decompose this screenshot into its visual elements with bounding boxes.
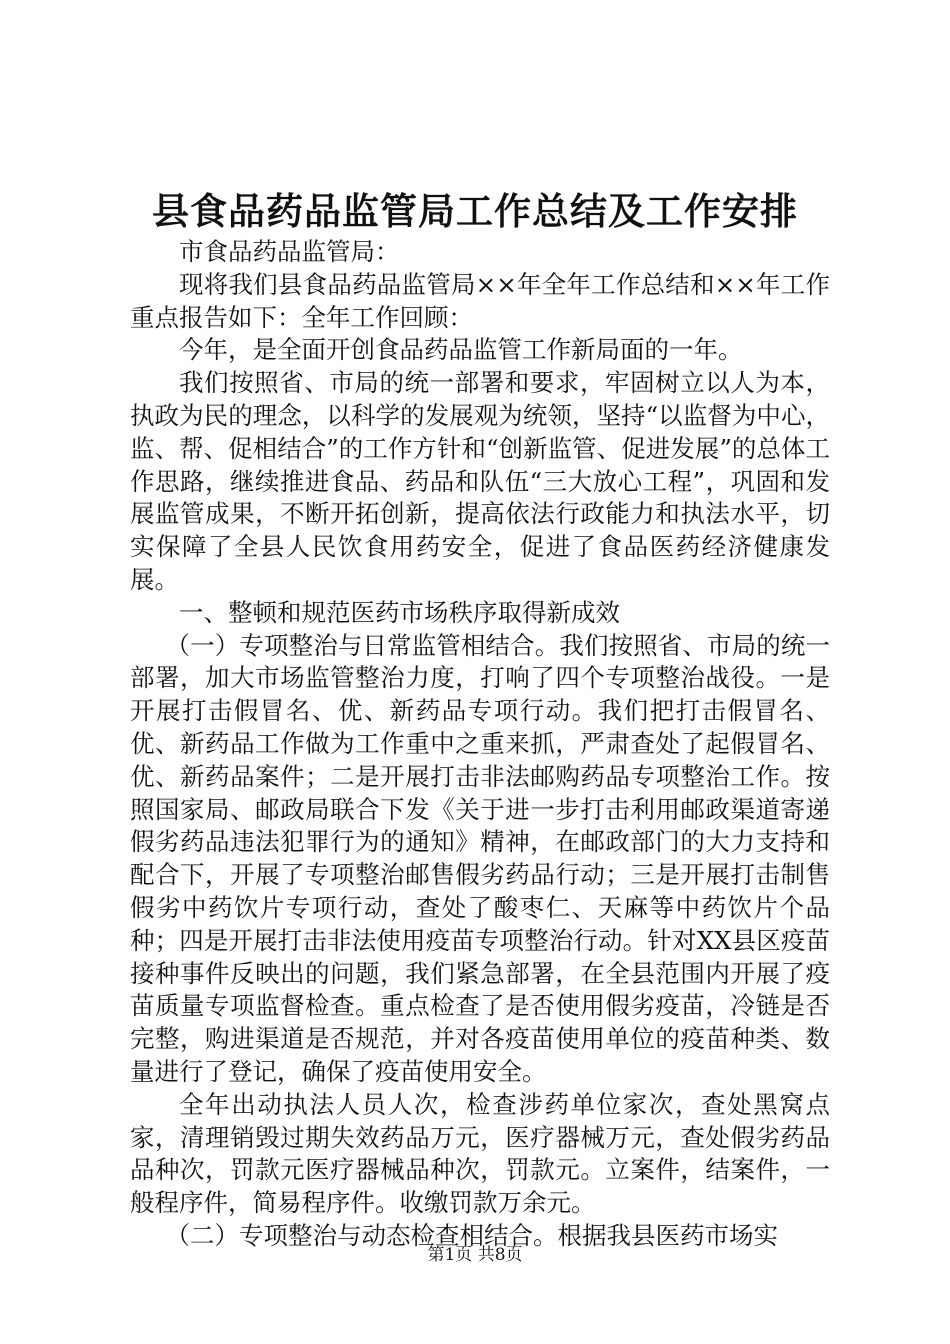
intro-paragraph: 现将我们县食品药品监管局××年全年工作总结和××年工作重点报告如下：全年工作回顾：	[130, 269, 830, 332]
document-body	[130, 236, 830, 1253]
salutation-paragraph: 市食品药品监管局：	[179, 237, 400, 266]
section-heading-1: 一、整顿和规范医药市场秩序取得新成效	[179, 597, 620, 627]
subsection-paragraph-2: （二）专项整治与动态检查相结合。根据我县医药市场实	[165, 1220, 779, 1250]
page-indicator: 第1页 共8页	[427, 1245, 523, 1265]
overview-paragraph: 我们按照省、市局的统一部署和要求，牢固树立以人为本，执政为民的理念，以科学的发展观为统领，坚持“以监督为中心，监、帮、促相结合”的工作方针和“创新监管、促进发展”的总体工作思路，继续推进食品、药品和队伍“三大放心工程”，巩固和发展监管成果，不断开拓创新，提高依法行政能力和执法水平，切实保障了全县人民饮食用药安全，促进了食品医药经济健康发展。	[130, 368, 830, 594]
summary-paragraph: 今年，是全面开创食品药品监管工作新局面的一年。	[179, 335, 743, 365]
document-title: 县食品药品监管局工作总结及工作安排	[152, 189, 798, 233]
subsection-paragraph-1: （一）专项整治与日常监管相结合。我们按照省、市局的统一部署，加大市场监管整治力度，打响了四个专项整治战役。一是开展打击假冒名、优、新药品专项行动。我们把打击假冒名、优、新药品工作做为工作重中之重来抓，严肃查处了起假冒名、优、新药品案件；二是开展打击非法邮购药品专项整治工作。按照国家局、邮政局联合下发《关于进一步打击利用邮政渠道寄递假劣药品违法犯罪行为的通知》精神，在邮政部门的大力支持和配合下，开展了专项整治邮售假劣药品行动；三是开展打击制售假劣中药饮片专项行动，查处了酸枣仁、天麻等中药饮片个品种；四是开展打击非法使用疫苗专项整治行动。针对XX县区疫苗接种事件反映出的问题，我们紧急部署，在全县范围内开展了疫苗质量专项监督检查。重点检查了是否使用假劣疫苗，冷链是否完整，购进渠道是否规范，并对各疫苗使用单位的疫苗种类、数量进行了登记，确保了疫苗使用安全。	[130, 630, 830, 1086]
statistics-paragraph: 全年出动执法人员人次，检查涉药单位家次，查处黑窝点家，清理销毁过期失效药品万元，医疗器械万元，查处假劣药品品种次，罚款元医疗器械品种次，罚款元。立案件，结案件，一般程序件，简易程序件。收缴罚款万余元。	[130, 1089, 830, 1218]
